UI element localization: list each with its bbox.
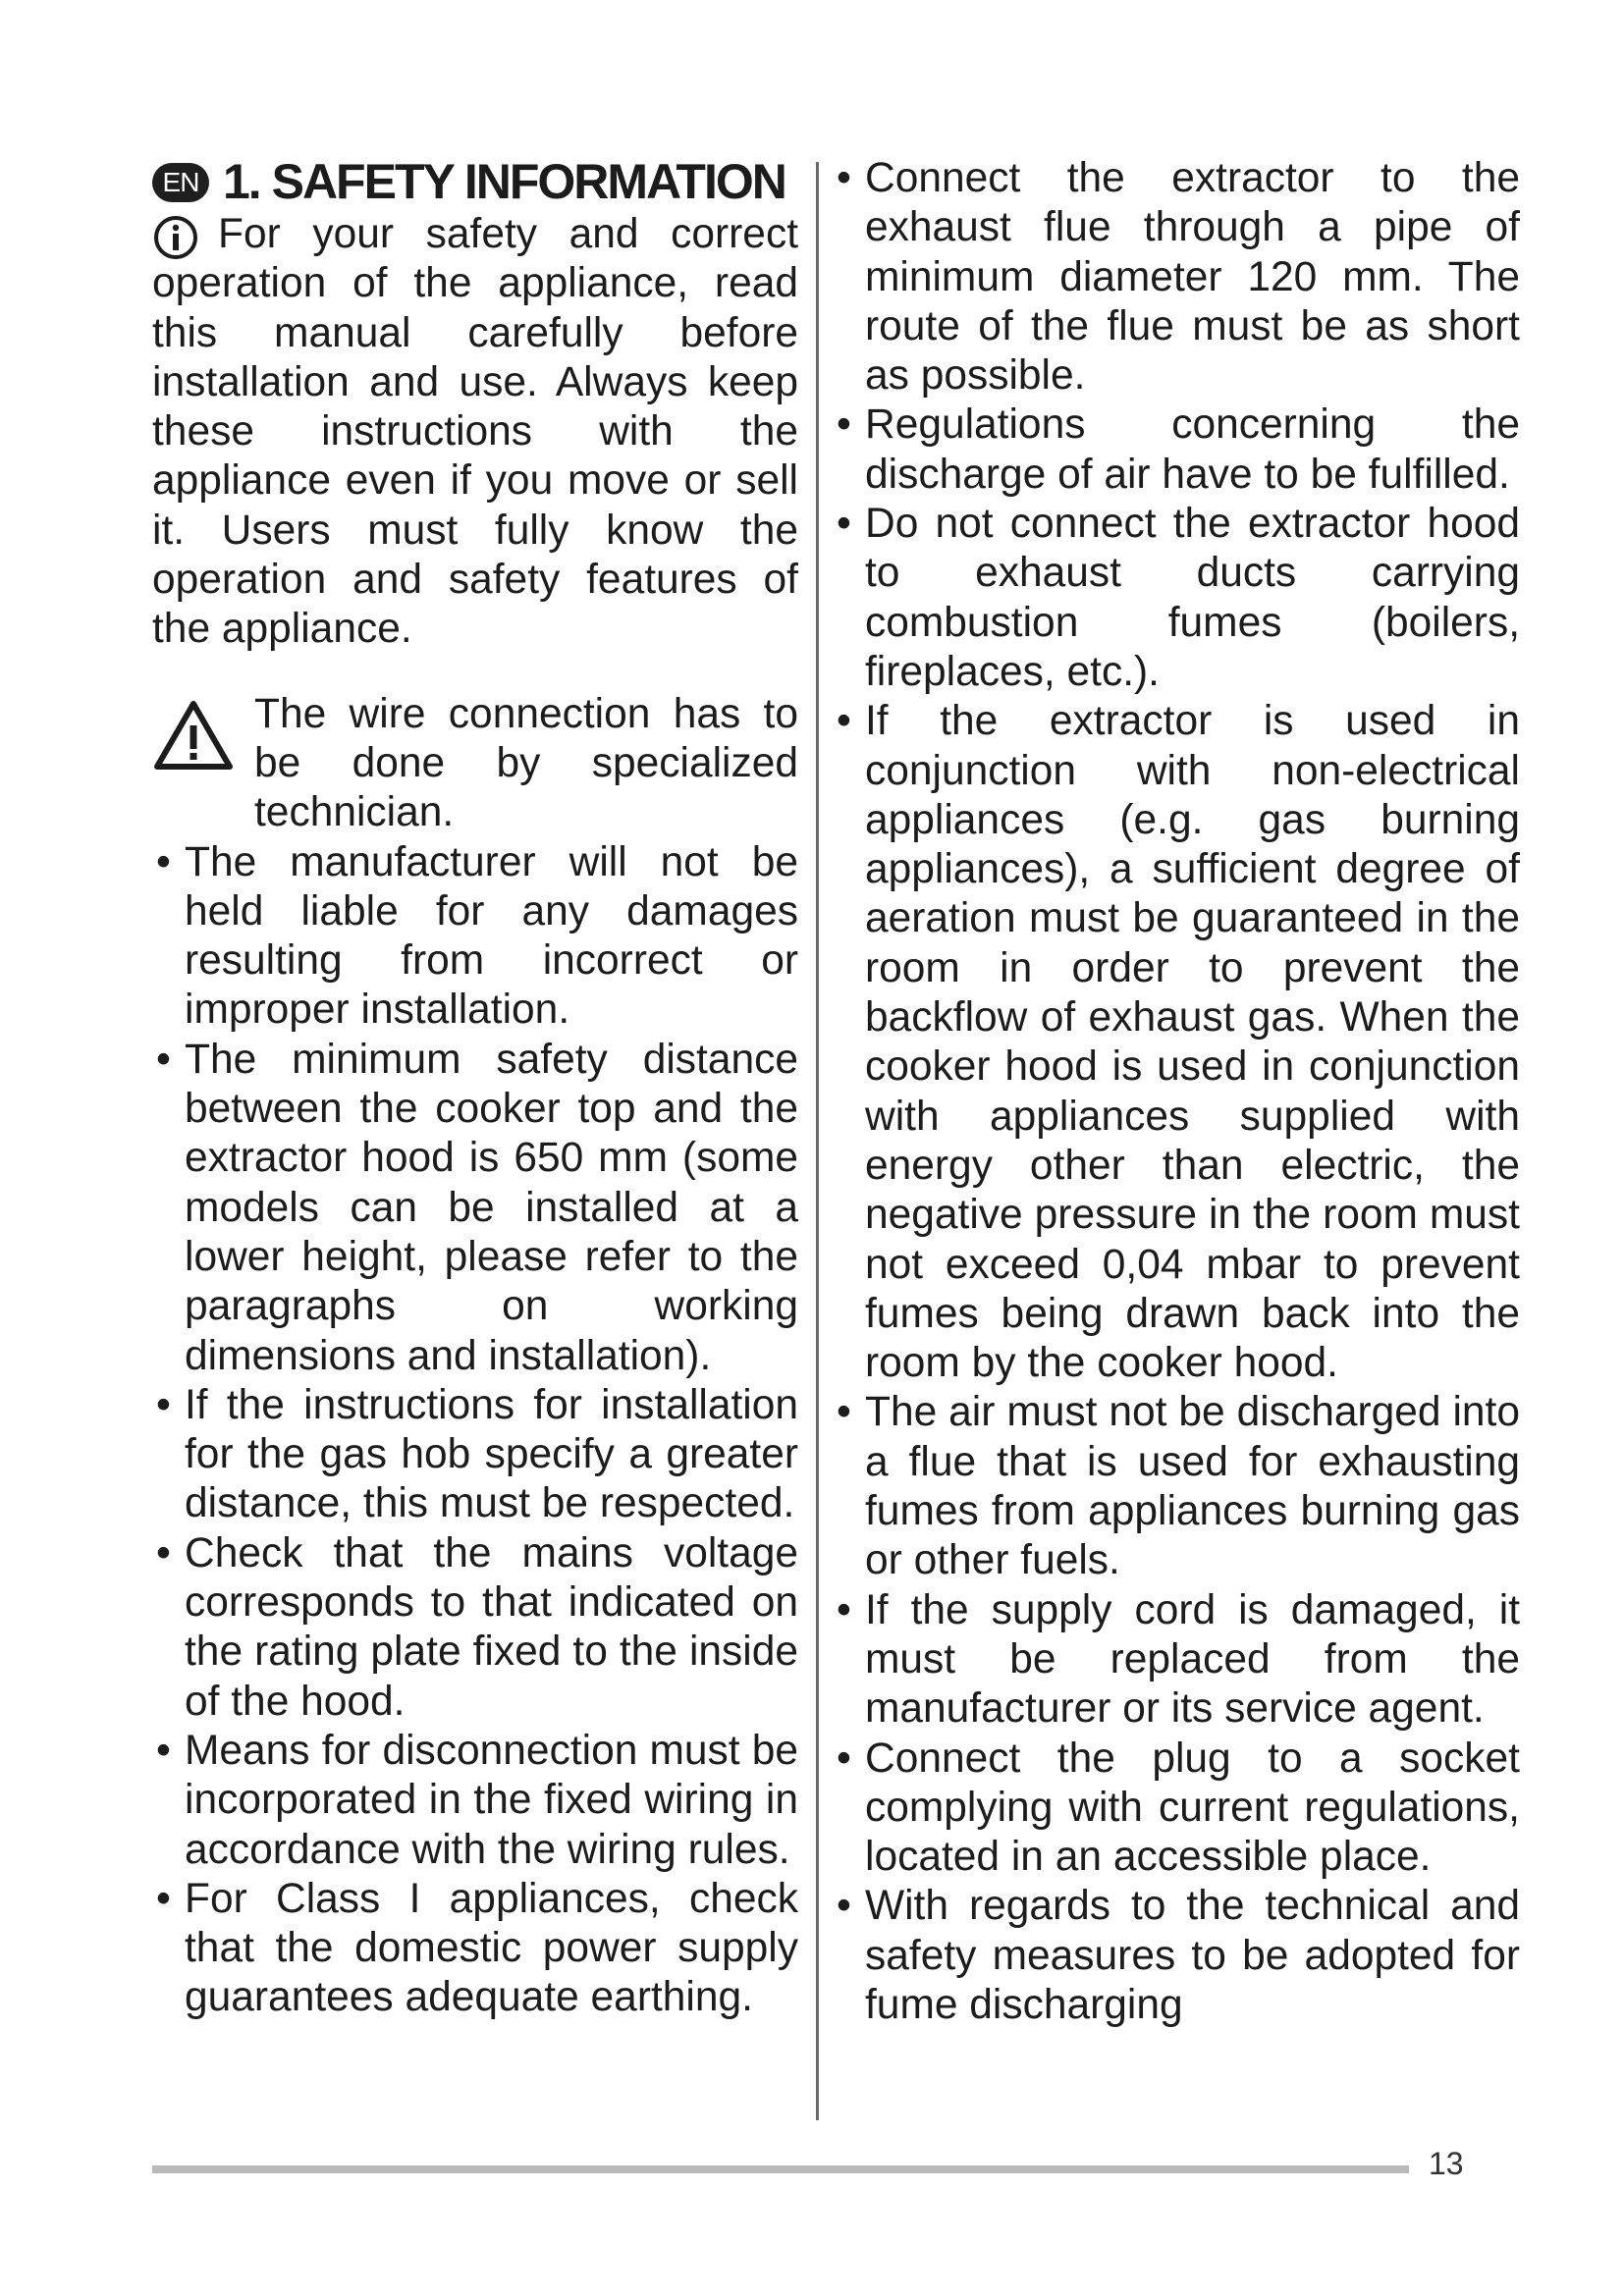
info-circle-icon	[152, 214, 199, 261]
right-bullet-list	[833, 154, 1520, 2030]
list-item: • If the supply cord is damaged, it must be replaced from the manufacturer or its service agent.	[833, 1586, 1520, 1735]
intro-paragraph: For your safety and correct operation of the appliance, read this manual carefully before installation and use. Always keep these instructions with the appliance even if you move or sell it. Users must fully know the operation and safety features of the appliance.	[152, 211, 798, 653]
warning-block	[152, 690, 798, 838]
left-bullet-list	[152, 838, 798, 2023]
right-column	[833, 154, 1520, 2030]
list-item: • The minimum safety distance between the cooker top and the extractor hood is 650 mm (some models can be installed at a lower height, please refer to the paragraphs on working dimensions and installation).	[152, 1036, 798, 1381]
list-item: • With regards to the technical and safety measures to be adopted for fume discharging	[833, 1882, 1520, 2030]
page-number: 13	[1429, 2146, 1464, 2181]
section-title: 1. SAFETY INFORMATION	[223, 154, 785, 209]
list-item: • Check that the mains voltage corresponds to that indicated on the rating plate fixed to the inside of the hood.	[152, 1529, 798, 1727]
warning-text: The wire connection has to be done by specialized technician.	[254, 690, 798, 836]
list-item: • The manufacturer will not be held liable for any damages resulting from incorrect or improper installation.	[152, 838, 798, 1036]
page-header	[152, 145, 800, 219]
column-divider	[816, 162, 819, 2120]
list-item: • For Class I appliances, check that the domestic power supply guarantees adequate earthing.	[152, 1875, 798, 2023]
warning-triangle-icon	[152, 698, 235, 773]
left-column	[152, 210, 798, 2023]
list-item: • Means for disconnection must be incorporated in the fixed wiring in accordance with the wiring rules.	[152, 1727, 798, 1875]
list-item: • Connect the plug to a socket complying with current regulations, located in an accessible place.	[833, 1735, 1520, 1883]
list-item: • Do not connect the extractor hood to exhaust ducts carrying combustion fumes (boilers, fireplaces, etc.).	[833, 500, 1520, 697]
list-item: • Regulations concerning the discharge of air have to be fulfilled.	[833, 400, 1520, 500]
list-item: • If the instructions for installation for the gas hob specify a greater distance, this must be respected.	[152, 1381, 798, 1529]
footer-rule	[152, 2165, 1409, 2173]
list-item: • Connect the extractor to the exhaust flue through a pipe of minimum diameter 120 mm. The route of the flue must be as short as possible.	[833, 154, 1520, 400]
intro-block	[152, 210, 798, 655]
list-item: • If the extractor is used in conjunction with non-electrical appliances (e.g. gas burning appliances), a sufficient degree of aeration must be guaranteed in the room in order to prevent the backflow of exhaust gas. When the cooker hood is used in conjunction with appliances supplied with energy other than electric, the negative pressure in the room must not exceed 0,04 mbar to prevent fumes being drawn back into the room by the cooker hood.	[833, 697, 1520, 1388]
language-badge: EN	[152, 163, 209, 202]
list-item: • The air must not be discharged into a flue that is used for exhausting fumes from appliances burning gas or other fuels.	[833, 1388, 1520, 1585]
